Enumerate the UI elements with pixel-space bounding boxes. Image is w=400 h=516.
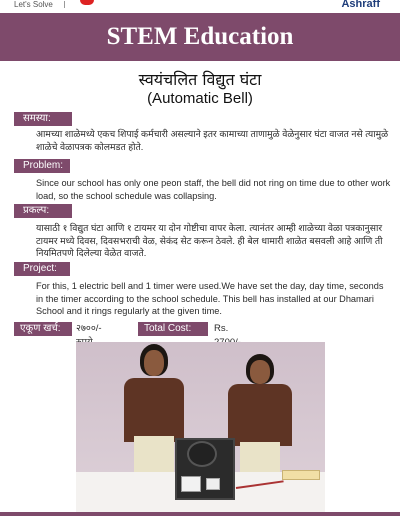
cost-label-english: Total Cost: (138, 322, 208, 336)
project-text-marathi: यासाठी १ विद्युत घंटा आणि १ टायमर या दोन गोष्टीचा वापर केला. त्यानंतर आम्ही शाळेच्या वेळा पत्रकानुसार टायमर मध्ये दिवस, दिवसभराची वेळ, सेकंद सेट करून ठेवले. ही बेल धामारी शाळेत बसवली आहे आणि ती नियमितपणे दिलेल्या वेळेत वाजते. (36, 223, 383, 258)
cost-label-marathi: एकूण खर्च: (14, 322, 72, 336)
partner-logo (80, 0, 94, 5)
cost-value-english: Rs. (214, 323, 229, 334)
problem-text-english: Since our school has only one peon staff, the bell did not ring on time due to other work load, so the school schedule was collapsing. (36, 178, 391, 201)
project-title-english: (Automatic Bell) (147, 90, 253, 107)
project-label-english: Project: (14, 262, 70, 276)
title-banner (0, 13, 400, 61)
bottom-strip (0, 512, 400, 516)
top-strip (0, 0, 400, 12)
divider (64, 1, 65, 8)
page-title: STEM Education (106, 23, 294, 50)
problem-label-marathi: समस्या: (14, 112, 72, 126)
timer-device (206, 478, 220, 490)
problem-label-english: Problem: (14, 159, 70, 173)
switch-box (181, 476, 201, 492)
project-label-marathi: प्रकल्प: (14, 204, 72, 218)
project-title-marathi: स्वयंचलित विद्युत घंटा (138, 70, 262, 89)
project-text-english: For this, 1 electric bell and 1 timer were used.We have set the day, day time, seconds in the timer according to the school schedule. This bell has installed at our Dhamari School and it rings regularly at the given time. (36, 281, 384, 316)
tagline: Let's Solve (14, 0, 53, 9)
project-photo (76, 342, 325, 512)
brand-logo-text: Ashraff (341, 0, 380, 10)
electric-bell (187, 441, 217, 467)
sponge-pad (282, 470, 320, 480)
problem-text-marathi: आमच्या शाळेमध्ये एकच शिपाई कर्मचारी असल्याने इतर कामाच्या ताणामुळे वेळेनुसार घंटा वाजत नसे त्यामुळे शाळेचे वेळापत्रक कोलमडत होते. (36, 129, 389, 152)
cost-value-marathi: २७००/- (76, 323, 102, 334)
